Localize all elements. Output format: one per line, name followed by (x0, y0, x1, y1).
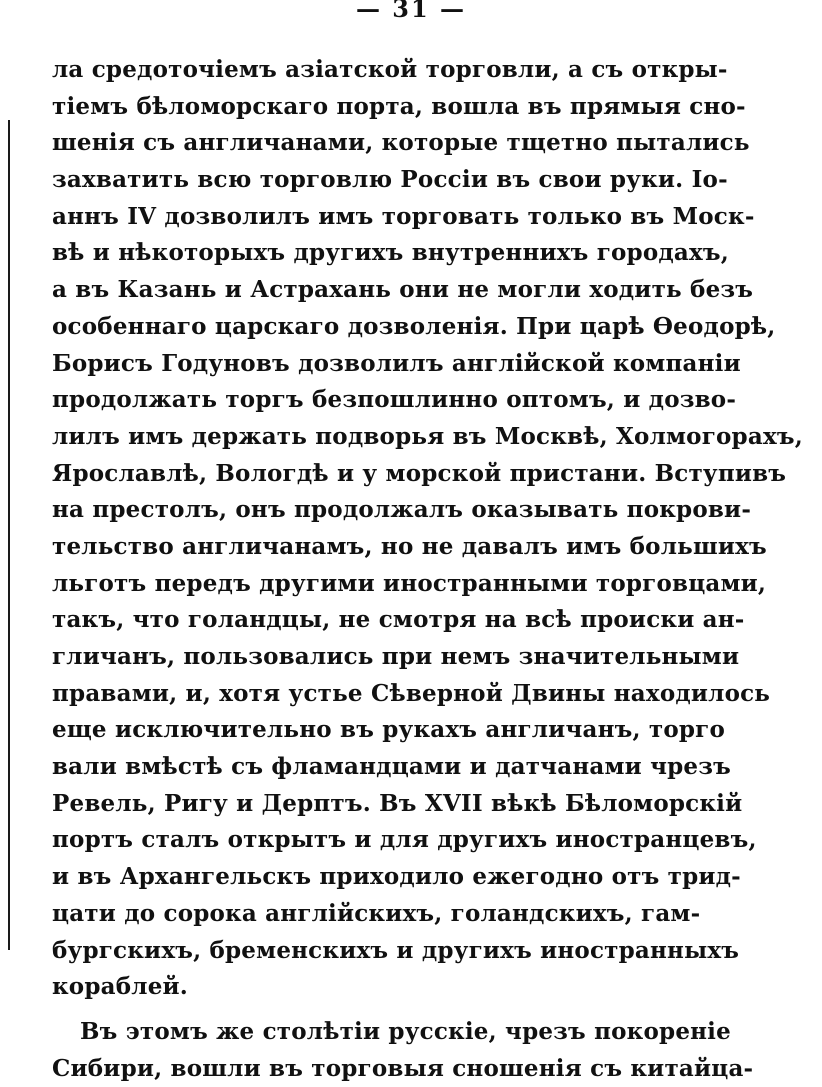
paragraph-2 (52, 1014, 754, 1087)
text-line: ла средоточіемъ азіатской торговли, а съ откры- (52, 56, 728, 83)
text-line: шенія съ англичанами, которые тщетно пытались (52, 129, 750, 157)
text-line: тельство англичанамъ, но не давалъ имъ большихъ (52, 532, 767, 560)
body-text (52, 52, 803, 1087)
text-line: льготъ передъ другими иностранными торговцами, (52, 569, 767, 597)
text-line: аннъ IV дозволилъ имъ торговать только въ Моск- (52, 202, 755, 230)
text-line: бургскихъ, бременскихъ и другихъ иностранныхъ (52, 936, 740, 964)
text-line: захватить всю торговлю Россіи въ свои руки. Іо- (52, 166, 728, 194)
text-line: кораблей. (52, 973, 188, 1001)
paragraph-gap (52, 1006, 698, 1014)
text-line: на престолъ, онъ продолжалъ оказывать покрови- (52, 496, 752, 524)
text-line: Борисъ Годуновъ дозволилъ англійской компаніи (52, 349, 741, 377)
text-line: вѣ и нѣкоторыхъ другихъ внутреннихъ городахъ, (52, 239, 729, 267)
text-line: Сибири, вошли въ торговыя сношенія съ китайца- (52, 1054, 754, 1082)
margin-rule (8, 120, 10, 950)
text-line: лилъ имъ держать подворья въ Москвѣ, Холмогорахъ, (52, 422, 803, 450)
text-line: еще исключительно въ рукахъ англичанъ, торго (52, 716, 725, 744)
text-line: продолжать торгъ безпошлинно оптомъ, и дозво- (52, 386, 737, 414)
text-line: гличанъ, пользовались при немъ значительными (52, 643, 740, 670)
text-line: Въ этомъ же столѣтіи русскіе, чрезъ покореніе (80, 1017, 731, 1045)
text-line: Ярославлѣ, Вологдѣ и у морской пристани. Вступивъ (52, 459, 787, 487)
text-line: и въ Архангельскъ приходило ежегодно отъ трид- (52, 863, 741, 891)
text-line: особеннаго царскаго дозволенія. При царѣ Ѳеодорѣ, (52, 312, 776, 340)
text-line: цати до сорока англійскихъ, голандскихъ, гам- (52, 899, 701, 927)
text-line: Ревель, Ригу и Дерптъ. Въ XVII вѣкѣ Бѣломорскій (52, 789, 743, 817)
text-line: правами, и, хотя устье Сѣверной Двины находилось (52, 679, 771, 707)
page-number: — 31 — (355, 0, 467, 23)
text-line: вали вмѣстѣ съ фламандцами и датчанами чрезъ (52, 753, 731, 781)
text-line: а въ Казань и Астрахань они не могли ходить безъ (52, 276, 754, 304)
text-line: портъ сталъ открытъ и для другихъ иностранцевъ, (52, 826, 757, 854)
text-line: такъ, что голандцы, не смотря на всѣ происки ан- (52, 606, 745, 634)
paragraph-1 (52, 52, 803, 1006)
text-line: тіемъ бѣломорскаго порта, вошла въ прямыя сно- (52, 92, 746, 120)
